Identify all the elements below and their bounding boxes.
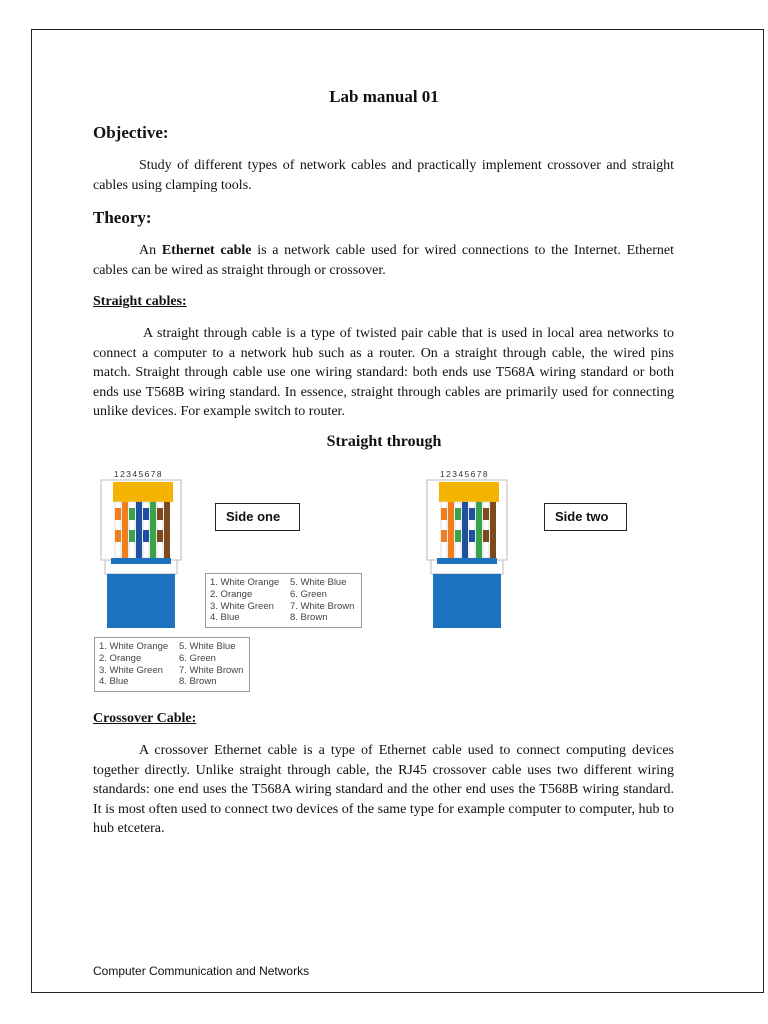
crossover-heading: Crossover Cable: xyxy=(93,711,197,726)
theory-heading: Theory: xyxy=(93,208,152,227)
document-title: Lab manual 01 xyxy=(329,87,439,106)
legend-item: 3. White Green xyxy=(99,664,163,676)
theory-paragraph xyxy=(93,241,674,280)
objective-text: Study of different types of network cables and practically implement crossover and straight cables using clamping tools. xyxy=(93,158,674,193)
legend-item: 5. White Blue xyxy=(179,641,236,652)
rj45-plug-side-two xyxy=(421,478,513,630)
straight-cables-heading: Straight cables: xyxy=(93,294,187,309)
objective-paragraph xyxy=(93,156,674,195)
wires-side-one xyxy=(115,502,170,558)
legend-item: 6. Green xyxy=(179,652,216,664)
straight-paragraph xyxy=(93,324,674,422)
wires-side-two xyxy=(441,502,496,558)
legend-item: 1. White Orange xyxy=(210,577,280,588)
crossover-paragraph xyxy=(93,741,674,839)
legend-item: 8. Brown xyxy=(290,612,328,624)
crossover-text: A crossover Ethernet cable is a type of Ethernet cable used to connect computing devices together directly. Unlike straight through cable, the RJ45 crossover cable uses two different wiring standards: one end uses the T568A wiring standard and the other end uses the T568B wiring standard. It is most often used to connect two devices of the same type for example computer to computer, hub to hub etcetera. xyxy=(93,743,674,836)
side-one-label: Side one xyxy=(215,503,300,531)
legend-item: 2. Orange xyxy=(99,652,142,664)
objective-heading: Objective: xyxy=(93,123,169,142)
theory-text-pre: An xyxy=(139,243,157,258)
legend-item: 1. White Orange xyxy=(99,641,169,652)
figure-title: Straight through xyxy=(326,433,442,450)
legend-item: 2. Orange xyxy=(210,588,253,600)
legend-item: 3. White Green xyxy=(210,600,274,612)
wire-color-legend-left xyxy=(94,637,250,692)
theory-text-bold: Ethernet cable xyxy=(161,243,252,258)
legend-item: 4. Blue xyxy=(210,612,240,624)
wire-color-legend-right xyxy=(205,573,362,628)
side-two-label: Side two xyxy=(544,503,627,531)
pin-numbers-side-two: 12345678 xyxy=(440,469,490,479)
pin-numbers-side-one: 12345678 xyxy=(114,469,164,479)
theory-text-post: is a network cable used for wired connections to the Internet. Ethernet cables can be wired as straight through or crossover. xyxy=(93,243,675,278)
legend-item: 7. White Brown xyxy=(179,664,244,676)
rj45-plug-side-one xyxy=(95,478,187,630)
straight-text: A straight through cable is a type of twisted pair cable that is used in local area networks to connect a computer to a network hub such as a router. On a straight through cable, the wired pins match. Straight through cable use one wiring standard: both ends use T568A wiring standard or both ends use T568B wiring standard. In essence, straight through cables are primarily used for connecting unlike devices. For example switch to router. xyxy=(93,326,674,419)
legend-item: 8. Brown xyxy=(179,676,217,688)
legend-item: 7. White Brown xyxy=(290,600,355,612)
legend-item: 5. White Blue xyxy=(290,577,347,588)
legend-item: 4. Blue xyxy=(99,676,129,688)
page-footer: Computer Communication and Networks xyxy=(93,964,310,978)
legend-item: 6. Green xyxy=(290,588,327,600)
